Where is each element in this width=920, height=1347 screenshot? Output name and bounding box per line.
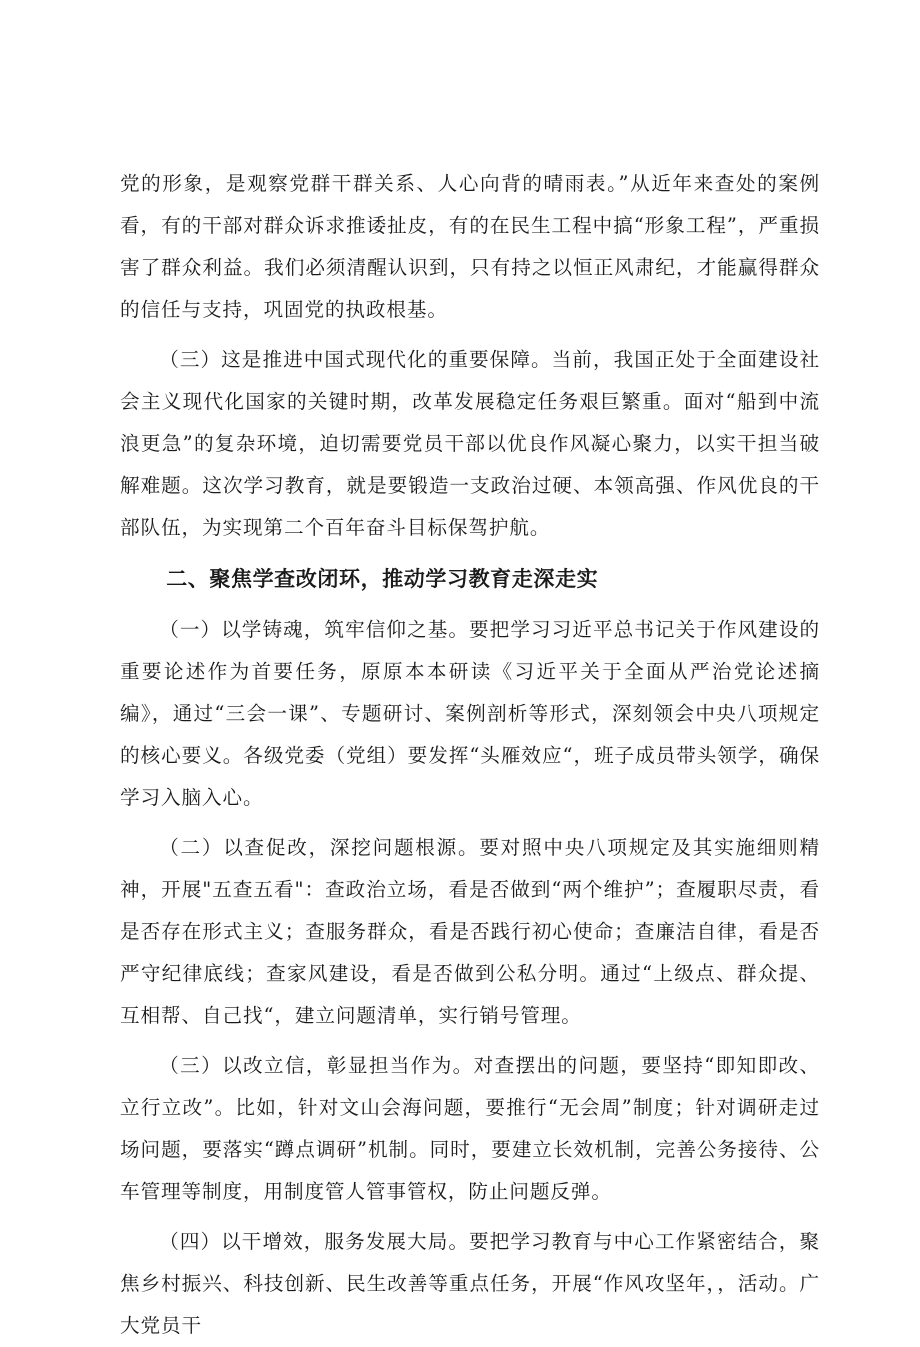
- paragraph-section-2-1: （一）以学铸魂，筑牢信仰之基。要把学习习近平总书记关于作风建设的重要论述作为首要任务，原原本本研读《习近平关于全面从严治党论述摘编》，通过“三会一课”、专题研讨、案例剖析等形式，深刻领会中央八项规定的核心要义。各级党委（党组）要发挥“头雁效应“，班子成员带头领学，确保学习入脑入心。: [120, 618, 820, 809]
- section-heading-2: 二、聚焦学查改闭环，推动学习教育走深走实: [166, 567, 599, 591]
- paragraph-section-2-2: （二）以查促改，深挖问题根源。要对照中央八项规定及其实施细则精神，开展"五查五看"：查政治立场，看是否做到“两个维护”；查履职尽责，看是否存在形式主义；查服务群众，看是否践行初心使命；查廉洁自律，看是否严守纪律底线；查家风建设，看是否做到公私分明。通过“上级点、群众提、互相帮、自己找“，建立问题清单，实行销号管理。: [120, 836, 820, 1027]
- paragraph-section-1-3: （三）这是推进中国式现代化的重要保障。当前，我国正处于全面建设社会主义现代化国家的关键时期，改革发展稳定任务艰巨繁重。面对“船到中流浪更急”的复杂环境，迫切需要党员干部以优良作风凝心聚力，以实干担当破解难题。这次学习教育，就是要锻造一支政治过硬、本领高强、作风优良的干部队伍，为实现第二个百年奋斗目标保驾护航。: [120, 348, 820, 539]
- paragraph-section-2-3: （三）以改立信，彰显担当作为。对查摆出的问题，要坚持“即知即改、立行立改”。比如，针对文山会海问题，要推行“无会周”制度；针对调研走过场问题，要落实“蹲点调研”机制。同时，要建立长效机制，完善公务接待、公车管理等制度，用制度管人管事管权，防止问题反弹。: [120, 1054, 820, 1203]
- paragraph-section-2-4: （四）以干增效，服务发展大局。要把学习教育与中心工作紧密结合，聚焦乡村振兴、科技创新、民生改善等重点任务，开展“作风攻坚年，，活动。广大党员干: [120, 1230, 820, 1337]
- paragraph-continued: 党的形象，是观察党群干群关系、人心向背的晴雨表。”从近年来查处的案例看，有的干部对群众诉求推诿扯皮，有的在民生工程中搞“形象工程”，严重损害了群众利益。我们必须清醒认识到，只有持之以恒正风肃纪，才能赢得群众的信任与支持，巩固党的执政根基。: [120, 172, 820, 321]
